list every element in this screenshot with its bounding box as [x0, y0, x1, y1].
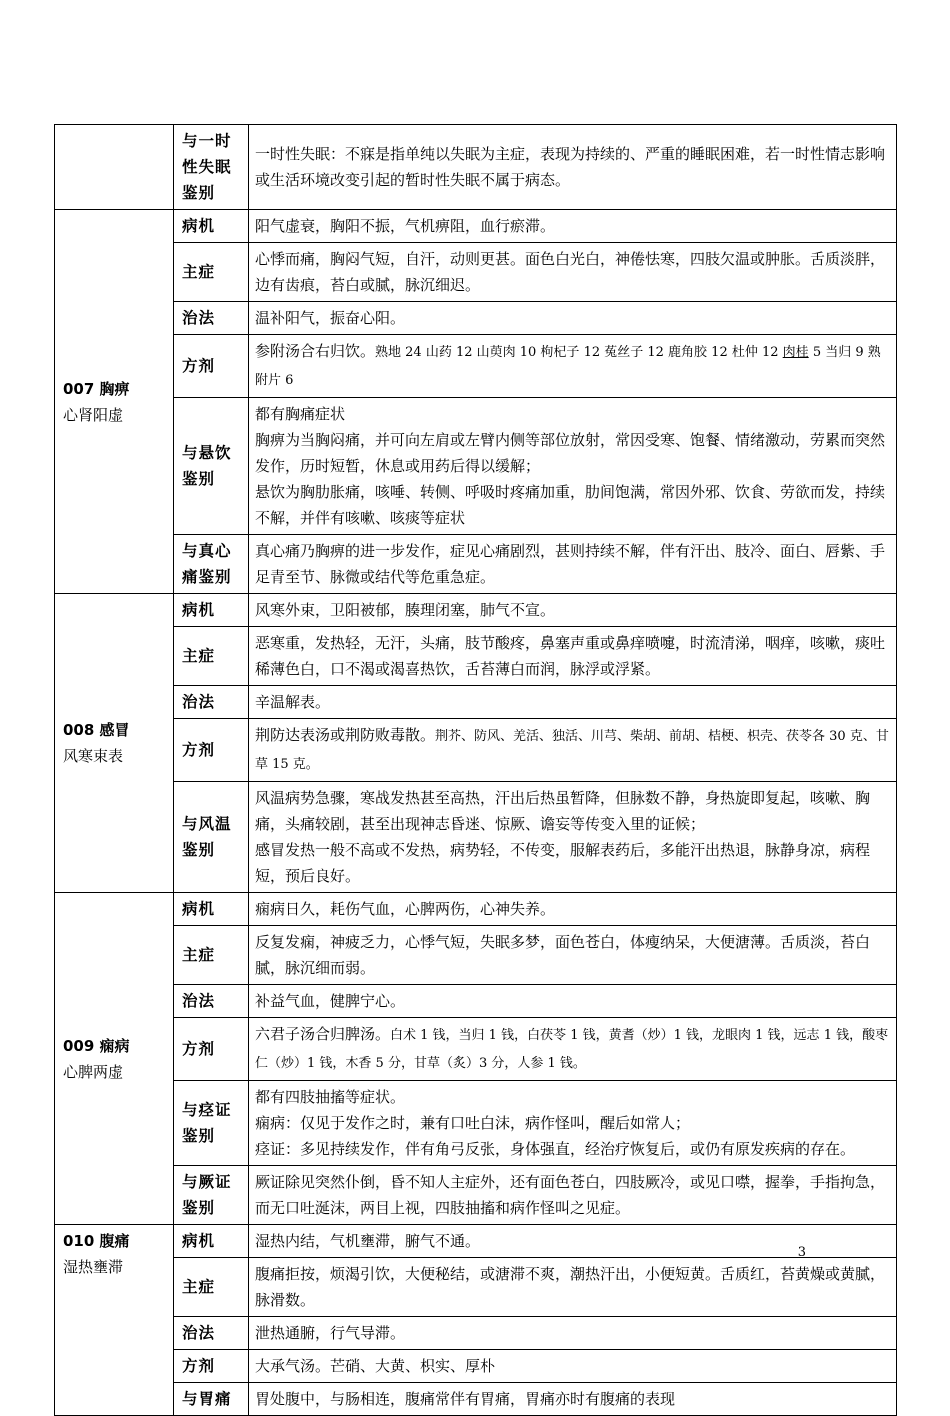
row-label: 主症: [174, 627, 249, 686]
page-number: 3: [797, 1245, 806, 1260]
disease-name: 007 胸痹: [63, 379, 130, 398]
disease-cell: [55, 125, 174, 210]
formula-ingredients: 5 当归 9 熟附片 6: [255, 345, 881, 388]
row-label: 治法: [174, 686, 249, 719]
row-content: 辛温解表。: [249, 686, 897, 719]
row-content: 补益气血，健脾宁心。: [249, 985, 897, 1018]
row-label: 治法: [174, 302, 249, 335]
row-label: 与胃痛: [174, 1383, 249, 1416]
formula-ingredients: 荆芥、防风、羌活、独活、川芎、柴胡、前胡、桔梗、枳壳、茯苓各 30 克、甘草 15 克。: [255, 729, 889, 772]
row-content: 厥证除见突然仆倒，昏不知人主症外，还有面色苍白，四肢厥冷，或见口噤，握拳，手指拘急，而无口吐涎沫，两目上视，四肢抽搐和病作怪叫之见症。: [249, 1166, 897, 1225]
table-row: [55, 1258, 897, 1317]
row-content: 湿热内结，气机壅滞，腑气不通。: [249, 1225, 897, 1258]
row-content: 真心痛乃胸痹的进一步发作，症见心痛剧烈，甚则持续不解，伴有汗出、肢冷、面白、唇紫、手足青至节、脉微或结代等危重急症。: [249, 535, 897, 594]
text-line: 胸痹为当胸闷痛，并可向左肩或左臂内侧等部位放射，常因受寒、饱餐、情绪激动，劳累而突然发作，历时短暂，休息或用药后得以缓解；: [255, 431, 886, 475]
row-content: [249, 398, 897, 535]
row-label: 与厥证鉴别: [174, 1166, 249, 1225]
row-label: 病机: [174, 594, 249, 627]
table-row: [55, 1383, 897, 1416]
row-content: 胃处腹中，与肠相连，腹痛常伴有胃痛，胃痛亦时有腹痛的表现: [249, 1383, 897, 1416]
row-content: 腹痛拒按，烦渴引饮，大便秘结，或溏滞不爽，潮热汗出，小便短黄。舌质红，苔黄燥或黄腻，脉滑数。: [249, 1258, 897, 1317]
table-row: [55, 335, 897, 398]
syndrome-name: 心脾两虚: [63, 1062, 124, 1081]
table-row: [55, 1225, 897, 1258]
table-row: [55, 1018, 897, 1081]
row-label: 方剂: [174, 1018, 249, 1081]
text-line: 都有四肢抽搐等症状。: [255, 1088, 406, 1106]
formula-ingredients: 熟地 24 山药 12 山萸肉 10 枸杞子 12 菟丝子 12 鹿角胶 12 杜仲 12: [375, 345, 783, 360]
table-row: [55, 125, 897, 210]
text-line: 感冒发热一般不高或不发热，病势轻，不传变，服解表药后，多能汗出热退，脉静身凉，病程短，预后良好。: [255, 841, 871, 885]
syndrome-name: 风寒束表: [63, 747, 124, 765]
table-row: [55, 719, 897, 782]
row-content: 泄热通腑，行气导滞。: [249, 1317, 897, 1350]
row-label: 与一时性失眠鉴别: [174, 125, 249, 210]
table-row: [55, 1317, 897, 1350]
row-content: [249, 1018, 897, 1081]
table-row: [55, 893, 897, 926]
disease-name: 009 痫病: [63, 1036, 130, 1055]
row-label: 主症: [174, 1258, 249, 1317]
table-row: [55, 1350, 897, 1383]
row-label: 主症: [174, 926, 249, 985]
formula-name: 参附汤合右归饮。: [255, 342, 376, 360]
disease-name: 010 腹痛: [63, 1232, 130, 1250]
row-content: [249, 1081, 897, 1166]
row-label: 治法: [174, 985, 249, 1018]
row-content: 大承气汤。芒硝、大黄、枳实、厚朴: [249, 1350, 897, 1383]
row-label: 与真心痛鉴别: [174, 535, 249, 594]
formula-ingredients: 白术 1 钱，当归 1 钱，白茯苓 1 钱，黄耆（炒）1 钱，龙眼肉 1 钱，远志 1 钱，酸枣仁（炒）1 钱，木香 5 分，甘草（炙）3 分，人参 1 钱。: [255, 1028, 889, 1071]
row-content: 一时性失眠：不寐是指单纯以失眠为主症，表现为持续的、严重的睡眠困难，若一时性情志影响或生活环境改变引起的暂时性失眠不属于病态。: [249, 125, 897, 210]
row-label: 主症: [174, 243, 249, 302]
table-row: [55, 1081, 897, 1166]
table-row: [55, 210, 897, 243]
table-row: [55, 594, 897, 627]
disease-cell: [55, 594, 174, 893]
row-content: 痫病日久，耗伤气血，心脾两伤，心神失养。: [249, 893, 897, 926]
disease-name: 008 感冒: [63, 721, 130, 739]
row-label: 病机: [174, 1225, 249, 1258]
table-row: [55, 782, 897, 893]
text-line: 悬饮为胸肋胀痛，咳唾、转侧、呼吸时疼痛加重，肋间饱满，常因外邪、饮食、劳欲而发，持续不解，并伴有咳嗽、咳痰等症状: [255, 483, 886, 527]
formula-name: 荆防达表汤或荆防败毒散。: [255, 726, 436, 744]
row-content: [249, 782, 897, 893]
row-content: [249, 719, 897, 782]
syndrome-name: 心肾阳虚: [63, 405, 124, 424]
syndrome-name: 湿热壅滞: [63, 1258, 124, 1276]
row-label: 与悬饮鉴别: [174, 398, 249, 535]
text-line: 风温病势急骤，寒战发热甚至高热，汗出后热虽暂降，但脉数不静，身热旋即复起，咳嗽、胸痛，头痛较剧，甚至出现神志昏迷、惊厥、谵妄等传变入里的证候；: [255, 789, 871, 833]
disease-cell: [55, 210, 174, 594]
row-label: 治法: [174, 1317, 249, 1350]
table-row: [55, 627, 897, 686]
disease-cell: [55, 893, 174, 1225]
row-content: 反复发痫，神疲乏力，心悸气短，失眠多梦，面色苍白，体瘦纳呆，大便溏薄。舌质淡，苔白腻，脉沉细而弱。: [249, 926, 897, 985]
table-row: [55, 926, 897, 985]
row-label: 与痉证鉴别: [174, 1081, 249, 1166]
row-content: 阳气虚衰，胸阳不振，气机痹阻，血行瘀滞。: [249, 210, 897, 243]
row-content: 温补阳气，振奋心阳。: [249, 302, 897, 335]
row-label: 方剂: [174, 335, 249, 398]
row-label: 方剂: [174, 719, 249, 782]
formula-name: 六君子汤合归脾汤。: [255, 1025, 391, 1043]
row-content: 心悸而痛，胸闷气短，自汗，动则更甚。面色白光白，神倦怯寒，四肢欠温或肿胀。舌质淡胖，边有齿痕，苔白或腻，脉沉细迟。: [249, 243, 897, 302]
disease-cell: [55, 1225, 174, 1416]
row-content: 风寒外束，卫阳被郁，腠理闭塞，肺气不宣。: [249, 594, 897, 627]
table-row: [55, 398, 897, 535]
text-line: 痫病：仅见于发作之时，兼有口吐白沫，病作怪叫，醒后如常人；: [255, 1114, 691, 1132]
row-content: 恶寒重，发热轻，无汗，头痛，肢节酸疼，鼻塞声重或鼻痒喷嚏，时流清涕，咽痒，咳嗽，痰吐稀薄色白，口不渴或渴喜热饮，舌苔薄白而润，脉浮或浮紧。: [249, 627, 897, 686]
text-line: 痉证：多见持续发作，伴有角弓反张，身体强直，经治疗恢复后，或仍有原发疾病的存在。: [255, 1140, 856, 1158]
table-row: [55, 535, 897, 594]
row-content: [249, 335, 897, 398]
table-row: [55, 243, 897, 302]
table-row: [55, 302, 897, 335]
row-label: 与风温鉴别: [174, 782, 249, 893]
table-row: [55, 1166, 897, 1225]
row-label: 病机: [174, 210, 249, 243]
text-line: 都有胸痛症状: [255, 405, 346, 423]
row-label: 方剂: [174, 1350, 249, 1383]
row-label: 病机: [174, 893, 249, 926]
table-row: [55, 686, 897, 719]
table-row: [55, 985, 897, 1018]
syndrome-table: [54, 124, 897, 1416]
formula-ingredient-underlined: 肉桂: [782, 345, 809, 360]
